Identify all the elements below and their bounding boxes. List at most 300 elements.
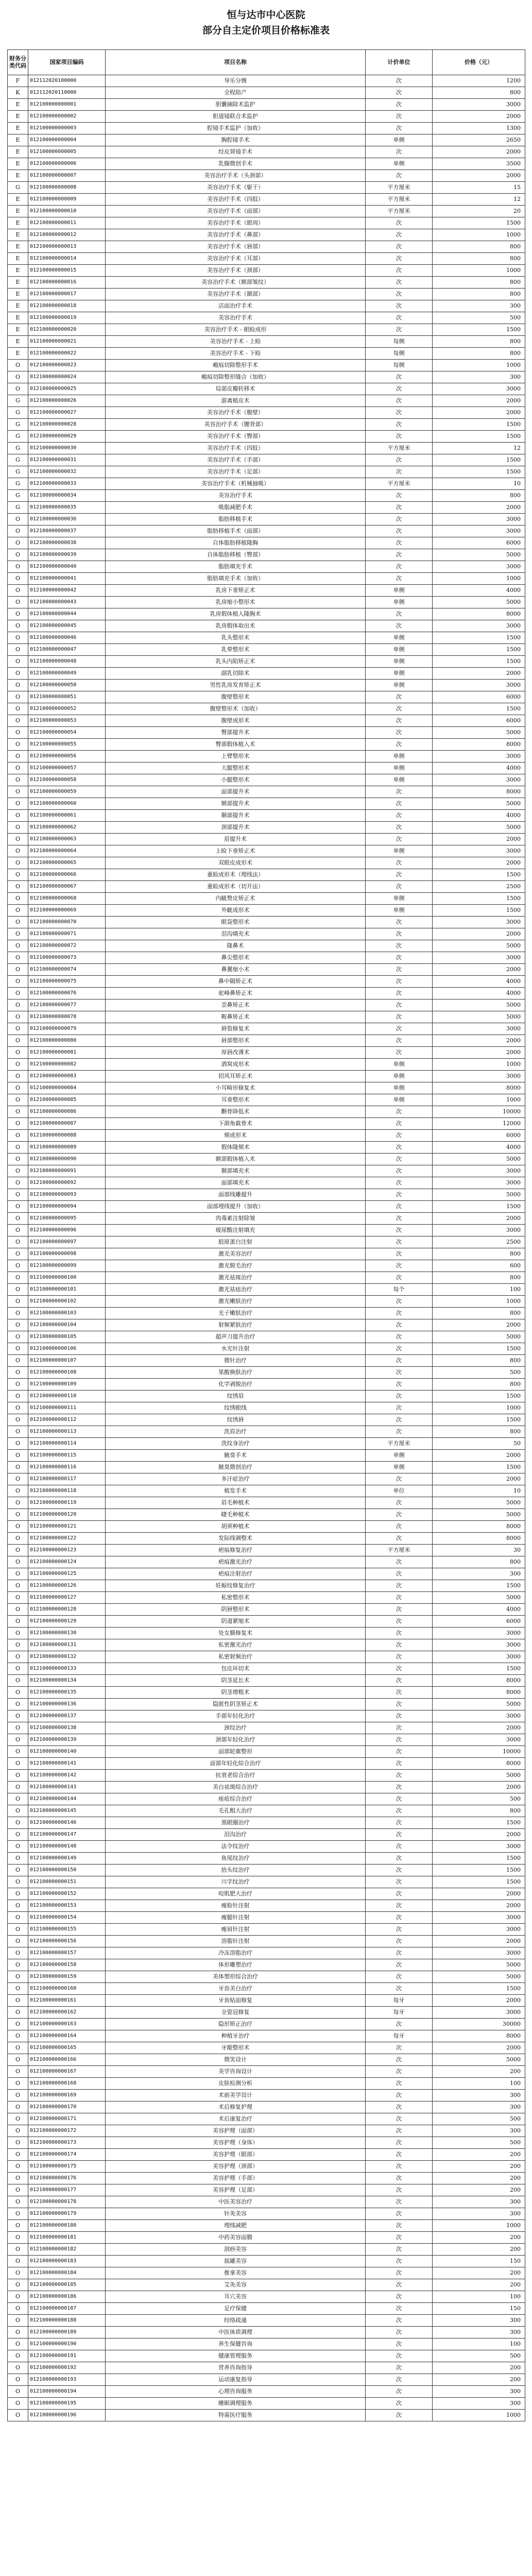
table-row (8, 2173, 525, 2184)
finance-code-cell: O (8, 703, 28, 715)
unit-cell: 次 (366, 822, 433, 834)
table-row (8, 857, 525, 869)
table-row (8, 1225, 525, 1236)
price-cell: 3000 (433, 1628, 525, 1639)
price-cell: 150 (433, 2256, 525, 2267)
national-code-cell: 012100000000081 (28, 1047, 106, 1059)
price-cell: 5000 (433, 1011, 525, 1023)
item-name-cell: 脂肪移植手术（面部） (106, 526, 366, 537)
item-name-cell: 驼峰鼻矫正术 (106, 988, 366, 999)
unit-cell: 次 (366, 1580, 433, 1592)
table-row (8, 1118, 525, 1130)
table-row (8, 1947, 525, 1959)
unit-cell: 次 (366, 75, 433, 87)
finance-code-cell: O (8, 1983, 28, 1995)
unit-cell: 次 (366, 2303, 433, 2315)
price-cell: 200 (433, 2244, 525, 2256)
table-row (8, 537, 525, 549)
unit-cell: 次 (366, 2137, 433, 2149)
national-code-cell: 012100000000192 (28, 2362, 106, 2374)
item-name-cell: 美学咨询设计 (106, 2066, 366, 2078)
national-code-cell: 012100000000073 (28, 952, 106, 964)
price-cell: 30000 (433, 2019, 525, 2030)
price-cell: 600 (433, 1260, 525, 1272)
item-name-cell: 瘢痕切除整形缝合（加收） (106, 371, 366, 383)
finance-code-cell: E (8, 300, 28, 312)
item-name-cell: 运动康复指导 (106, 2374, 366, 2386)
unit-cell: 单侧 (366, 668, 433, 680)
national-code-cell: 012100000000037 (28, 526, 106, 537)
finance-code-cell: O (8, 1367, 28, 1379)
finance-code-cell: O (8, 1782, 28, 1793)
national-code-cell: 012100000000097 (28, 1236, 106, 1248)
table-row (8, 1805, 525, 1817)
price-cell: 2000 (433, 1035, 525, 1047)
unit-cell: 单侧 (366, 774, 433, 786)
table-row (8, 715, 525, 727)
item-name-cell: 微笑设计 (106, 2054, 366, 2066)
item-name-cell: 唇部整形术 (106, 1035, 366, 1047)
unit-cell: 次 (366, 1604, 433, 1616)
item-name-cell: 面部轮廓整形 (106, 1746, 366, 1758)
national-code-cell: 012100000000148 (28, 1841, 106, 1853)
price-cell: 1000 (433, 360, 525, 371)
price-cell: 2000 (433, 1829, 525, 1841)
finance-code-cell: O (8, 1734, 28, 1746)
item-name-cell: 美容护理（手部） (106, 2173, 366, 2184)
unit-cell: 次 (366, 312, 433, 324)
unit-cell: 次 (366, 1047, 433, 1059)
national-code-cell: 012100000000100 (28, 1272, 106, 1284)
national-code-cell: 012100000000058 (28, 774, 106, 786)
item-name-cell: 特需医疗服务 (106, 2410, 366, 2421)
national-code-cell: 012100000000146 (28, 1817, 106, 1829)
national-code-cell: 012100000000090 (28, 1154, 106, 1165)
table-row (8, 2315, 525, 2327)
unit-cell: 次 (366, 1710, 433, 1722)
table-row (8, 751, 525, 762)
item-name-cell: 美容治疗手术 (106, 312, 366, 324)
price-cell: 1500 (433, 1853, 525, 1865)
unit-cell: 次 (366, 1509, 433, 1521)
finance-code-cell: O (8, 1011, 28, 1023)
item-name-cell: 鼻中隔矫正术 (106, 976, 366, 988)
finance-code-cell: O (8, 762, 28, 774)
finance-code-cell: O (8, 1379, 28, 1391)
price-cell: 3000 (433, 383, 525, 395)
finance-code-cell: E (8, 99, 28, 111)
finance-code-cell: O (8, 2030, 28, 2042)
item-name-cell: 健康管理服务 (106, 2350, 366, 2362)
price-cell: 1500 (433, 1580, 525, 1592)
finance-code-cell: O (8, 1154, 28, 1165)
finance-code-cell: O (8, 1308, 28, 1319)
table-row (8, 2149, 525, 2161)
price-cell: 800 (433, 1308, 525, 1319)
table-row (8, 597, 525, 608)
national-code-cell: 012100000000150 (28, 1865, 106, 1876)
price-cell: 5000 (433, 1497, 525, 1509)
unit-cell: 次 (366, 786, 433, 798)
national-code-cell: 012100000000046 (28, 632, 106, 644)
finance-code-cell: G (8, 182, 28, 194)
finance-code-cell: O (8, 360, 28, 371)
national-code-cell: 012112020110000 (28, 87, 106, 99)
price-cell: 300 (433, 371, 525, 383)
finance-code-cell: O (8, 371, 28, 383)
item-name-cell: 颈部提升术 (106, 822, 366, 834)
price-cell: 200 (433, 2267, 525, 2279)
national-code-cell: 012100000000014 (28, 253, 106, 265)
finance-code-cell: O (8, 739, 28, 751)
price-cell: 5000 (433, 727, 525, 739)
item-name-cell: 乳房缩小整形术 (106, 597, 366, 608)
item-name-cell: 私密射频治疗 (106, 1651, 366, 1663)
finance-code-cell: O (8, 999, 28, 1011)
finance-code-cell: O (8, 1260, 28, 1272)
price-cell: 300 (433, 2090, 525, 2102)
finance-code-cell: O (8, 1177, 28, 1189)
finance-code-cell: O (8, 1047, 28, 1059)
finance-code-cell: O (8, 1355, 28, 1367)
table-row (8, 810, 525, 822)
item-name-cell: 美容治疗手术（手部） (106, 454, 366, 466)
table-row (8, 656, 525, 668)
national-code-cell: 012100000000053 (28, 715, 106, 727)
table-row (8, 170, 525, 182)
unit-cell: 次 (366, 798, 433, 810)
finance-code-cell: O (8, 2208, 28, 2220)
unit-cell: 次 (366, 2267, 433, 2279)
finance-code-cell: O (8, 1805, 28, 1817)
table-row (8, 514, 525, 526)
national-code-cell: 012100000000004 (28, 134, 106, 146)
unit-cell: 次 (366, 2196, 433, 2208)
national-code-cell: 012100000000126 (28, 1580, 106, 1592)
price-cell: 2000 (433, 1722, 525, 1734)
price-cell: 300 (433, 2327, 525, 2338)
item-name-cell: 超声刀提升治疗 (106, 1331, 366, 1343)
unit-cell: 次 (366, 1888, 433, 1900)
table-row (8, 289, 525, 300)
finance-code-cell: O (8, 2113, 28, 2125)
price-cell: 5000 (433, 1154, 525, 1165)
unit-cell: 平方厘米 (366, 478, 433, 490)
price-cell: 800 (433, 1556, 525, 1568)
national-code-cell: 012100000000091 (28, 1165, 106, 1177)
national-code-cell: 012100000000082 (28, 1059, 106, 1071)
item-name-cell: 川字纹治疗 (106, 1876, 366, 1888)
item-name-cell: 乳房下垂矫正术 (106, 585, 366, 597)
national-code-cell: 012100000000017 (28, 289, 106, 300)
table-row (8, 1663, 525, 1675)
item-name-cell: 游离植皮术 (106, 395, 366, 407)
price-cell: 2000 (433, 111, 525, 123)
item-name-cell: 臀部提升术 (106, 727, 366, 739)
table-row (8, 1402, 525, 1414)
unit-cell: 次 (366, 620, 433, 632)
finance-code-cell: E (8, 277, 28, 289)
national-code-cell: 012100000000060 (28, 798, 106, 810)
price-cell: 800 (433, 1805, 525, 1817)
item-name-cell: 激光祛斑治疗 (106, 1272, 366, 1284)
unit-cell: 次 (366, 537, 433, 549)
price-cell: 800 (433, 87, 525, 99)
finance-code-cell: O (8, 822, 28, 834)
national-code-cell: 012100000000131 (28, 1639, 106, 1651)
unit-cell: 次 (366, 964, 433, 976)
finance-code-cell: O (8, 1284, 28, 1296)
table-row (8, 644, 525, 656)
national-code-cell: 012100000000136 (28, 1699, 106, 1710)
finance-code-cell: O (8, 1106, 28, 1118)
table-row (8, 1628, 525, 1639)
price-cell: 4000 (433, 1604, 525, 1616)
item-name-cell: 美容治疗手术（头颈部） (106, 170, 366, 182)
table-row (8, 798, 525, 810)
price-cell: 1500 (433, 632, 525, 644)
unit-cell: 次 (366, 2149, 433, 2161)
unit-cell: 次 (366, 1319, 433, 1331)
hospital-title: 恒与达市中心医院 (227, 9, 305, 21)
national-code-cell: 012100000000142 (28, 1770, 106, 1782)
unit-cell: 次 (366, 1533, 433, 1545)
price-cell: 200 (433, 2173, 525, 2184)
unit-cell: 单侧 (366, 751, 433, 762)
national-code-cell: 012100000000118 (28, 1485, 106, 1497)
price-cell: 2000 (433, 1473, 525, 1485)
finance-code-cell: E (8, 241, 28, 253)
price-cell: 1500 (433, 324, 525, 336)
header-finance-code: 财务分类代码 (8, 50, 28, 75)
price-cell: 1300 (433, 123, 525, 134)
national-code-cell: 012100000000024 (28, 371, 106, 383)
price-cell: 1500 (433, 431, 525, 443)
table-row (8, 2327, 525, 2338)
national-code-cell: 012100000000043 (28, 597, 106, 608)
table-row (8, 1473, 525, 1485)
unit-cell: 次 (366, 1639, 433, 1651)
item-name-cell: 耳垂整形术 (106, 1094, 366, 1106)
finance-code-cell: O (8, 597, 28, 608)
unit-cell: 次 (366, 952, 433, 964)
price-cell: 1500 (433, 454, 525, 466)
item-name-cell: 术前美学设计 (106, 2090, 366, 2102)
finance-code-cell: E (8, 324, 28, 336)
item-name-cell: 颈纹治疗 (106, 1722, 366, 1734)
unit-cell: 次 (366, 1118, 433, 1130)
national-code-cell: 012100000000127 (28, 1592, 106, 1604)
table-row (8, 312, 525, 324)
finance-code-cell: O (8, 1639, 28, 1651)
unit-cell: 次 (366, 324, 433, 336)
table-row (8, 1071, 525, 1082)
price-cell: 1500 (433, 869, 525, 881)
finance-code-cell: O (8, 2327, 28, 2338)
table-row (8, 277, 525, 289)
unit-cell: 次 (366, 1663, 433, 1675)
finance-code-cell: G (8, 466, 28, 478)
item-name-cell: 抗衰老综合治疗 (106, 1770, 366, 1782)
national-code-cell: 012100000000076 (28, 988, 106, 999)
finance-code-cell: O (8, 1924, 28, 1936)
unit-cell: 次 (366, 1687, 433, 1699)
table-row (8, 905, 525, 917)
item-name-cell: 乳头内陷矫正术 (106, 656, 366, 668)
item-name-cell: 鞍鼻矫正术 (106, 1011, 366, 1023)
table-row (8, 1438, 525, 1450)
table-row (8, 2279, 525, 2291)
finance-code-cell: O (8, 1971, 28, 1983)
national-code-cell: 012100000000085 (28, 1094, 106, 1106)
price-cell: 2000 (433, 395, 525, 407)
price-cell: 2000 (433, 1936, 525, 1947)
unit-cell: 次 (366, 1568, 433, 1580)
price-cell: 500 (433, 2137, 525, 2149)
price-cell: 300 (433, 2398, 525, 2410)
finance-code-cell: O (8, 1556, 28, 1568)
item-name-cell: 颞部提升术 (106, 810, 366, 822)
table-row (8, 1094, 525, 1106)
table-row (8, 1722, 525, 1734)
price-cell: 5000 (433, 999, 525, 1011)
finance-code-cell: O (8, 1462, 28, 1473)
national-code-cell: 012100000000172 (28, 2125, 106, 2137)
unit-cell: 次 (366, 87, 433, 99)
price-cell: 300 (433, 2208, 525, 2220)
national-code-cell: 012100000000094 (28, 1201, 106, 1213)
item-name-cell: 美白祛斑综合治疗 (106, 1782, 366, 1793)
price-cell: 8000 (433, 786, 525, 798)
price-cell: 1500 (433, 1876, 525, 1888)
unit-cell: 单侧 (366, 134, 433, 146)
price-cell: 800 (433, 490, 525, 502)
national-code-cell: 012100000000020 (28, 324, 106, 336)
national-code-cell: 012100000000089 (28, 1142, 106, 1154)
item-name-cell: 纹绣眼线 (106, 1402, 366, 1414)
table-row (8, 1331, 525, 1343)
table-row (8, 419, 525, 431)
national-code-cell: 012100000000186 (28, 2291, 106, 2303)
national-code-cell: 012100000000095 (28, 1213, 106, 1225)
price-cell: 100 (433, 1284, 525, 1296)
price-cell: 300 (433, 2386, 525, 2398)
table-row (8, 2184, 525, 2196)
table-row (8, 2220, 525, 2232)
item-name-cell: 阴茎增粗术 (106, 1687, 366, 1699)
item-name-cell: 中医体质调理 (106, 2327, 366, 2338)
finance-code-cell: O (8, 1722, 28, 1734)
national-code-cell: 012100000000057 (28, 762, 106, 774)
item-name-cell: 上睑下垂矫正术 (106, 845, 366, 857)
finance-code-cell: O (8, 2267, 28, 2279)
finance-code-cell: O (8, 668, 28, 680)
national-code-cell: 012100000000177 (28, 2184, 106, 2196)
item-name-cell: 胡须种植术 (106, 1521, 366, 1533)
price-cell: 5000 (433, 1189, 525, 1201)
table-row (8, 1319, 525, 1331)
item-name-cell: 多汗症治疗 (106, 1473, 366, 1485)
price-cell: 3000 (433, 1947, 525, 1959)
price-cell: 4000 (433, 976, 525, 988)
finance-code-cell: G (8, 502, 28, 514)
national-code-cell: 012100000000041 (28, 573, 106, 585)
item-name-cell: 美容治疗手术（四肢） (106, 443, 366, 454)
national-code-cell: 012100000000180 (28, 2220, 106, 2232)
national-code-cell: 012100000000193 (28, 2374, 106, 2386)
national-code-cell: 012100000000022 (28, 348, 106, 360)
national-code-cell: 012100000000025 (28, 383, 106, 395)
national-code-cell: 012100000000170 (28, 2102, 106, 2113)
table-row (8, 1936, 525, 1947)
national-code-cell: 012100000000001 (28, 99, 106, 111)
price-cell: 12 (433, 443, 525, 454)
finance-code-cell: O (8, 1485, 28, 1497)
table-row (8, 1296, 525, 1308)
finance-code-cell: F (8, 75, 28, 87)
finance-code-cell: O (8, 1865, 28, 1876)
finance-code-cell: O (8, 573, 28, 585)
item-name-cell: 水光针注射 (106, 1343, 366, 1355)
price-cell: 1500 (433, 1391, 525, 1402)
item-name-cell: 推拿美容 (106, 2267, 366, 2279)
national-code-cell: 012100000000028 (28, 419, 106, 431)
table-row (8, 1734, 525, 1746)
item-name-cell: 重睑成形术（埋线法） (106, 869, 366, 881)
finance-code-cell: O (8, 1165, 28, 1177)
unit-cell: 次 (366, 1947, 433, 1959)
table-row (8, 2042, 525, 2054)
price-cell: 5000 (433, 940, 525, 952)
table-row (8, 585, 525, 597)
unit-cell: 次 (366, 2042, 433, 2054)
national-code-cell: 012100000000088 (28, 1130, 106, 1142)
national-code-cell: 012100000000005 (28, 146, 106, 158)
item-name-cell: 艾灸美容 (106, 2279, 366, 2291)
finance-code-cell: O (8, 1533, 28, 1545)
finance-code-cell: O (8, 1651, 28, 1663)
price-cell: 1000 (433, 265, 525, 277)
price-cell: 200 (433, 2362, 525, 2374)
unit-cell: 次 (366, 2256, 433, 2267)
unit-cell: 次 (366, 2350, 433, 2362)
item-name-cell: 泪沟治疗 (106, 1829, 366, 1841)
finance-code-cell: G (8, 395, 28, 407)
unit-cell: 次 (366, 1699, 433, 1710)
finance-code-cell: O (8, 988, 28, 999)
national-code-cell: 012100000000034 (28, 490, 106, 502)
national-code-cell: 012100000000012 (28, 229, 106, 241)
table-row (8, 206, 525, 217)
item-name-cell: 面部埋线提升（加收） (106, 1201, 366, 1213)
item-name-cell: 颧骨降低术 (106, 1106, 366, 1118)
national-code-cell: 012100000000179 (28, 2208, 106, 2220)
item-name-cell: 乳房假体植入隆胸术 (106, 608, 366, 620)
national-code-cell: 012100000000108 (28, 1367, 106, 1379)
price-cell: 6000 (433, 715, 525, 727)
unit-cell: 次 (366, 1556, 433, 1568)
item-name-cell: 瘢痕切除整形手术 (106, 360, 366, 371)
finance-code-cell: E (8, 253, 28, 265)
item-name-cell: 假体隆颏术 (106, 1142, 366, 1154)
table-row (8, 1248, 525, 1260)
price-cell: 1500 (433, 419, 525, 431)
national-code-cell: 012100000000168 (28, 2078, 106, 2090)
unit-cell: 次 (366, 691, 433, 703)
unit-cell: 次 (366, 1971, 433, 1983)
unit-cell: 次 (366, 2208, 433, 2220)
finance-code-cell: O (8, 1438, 28, 1450)
